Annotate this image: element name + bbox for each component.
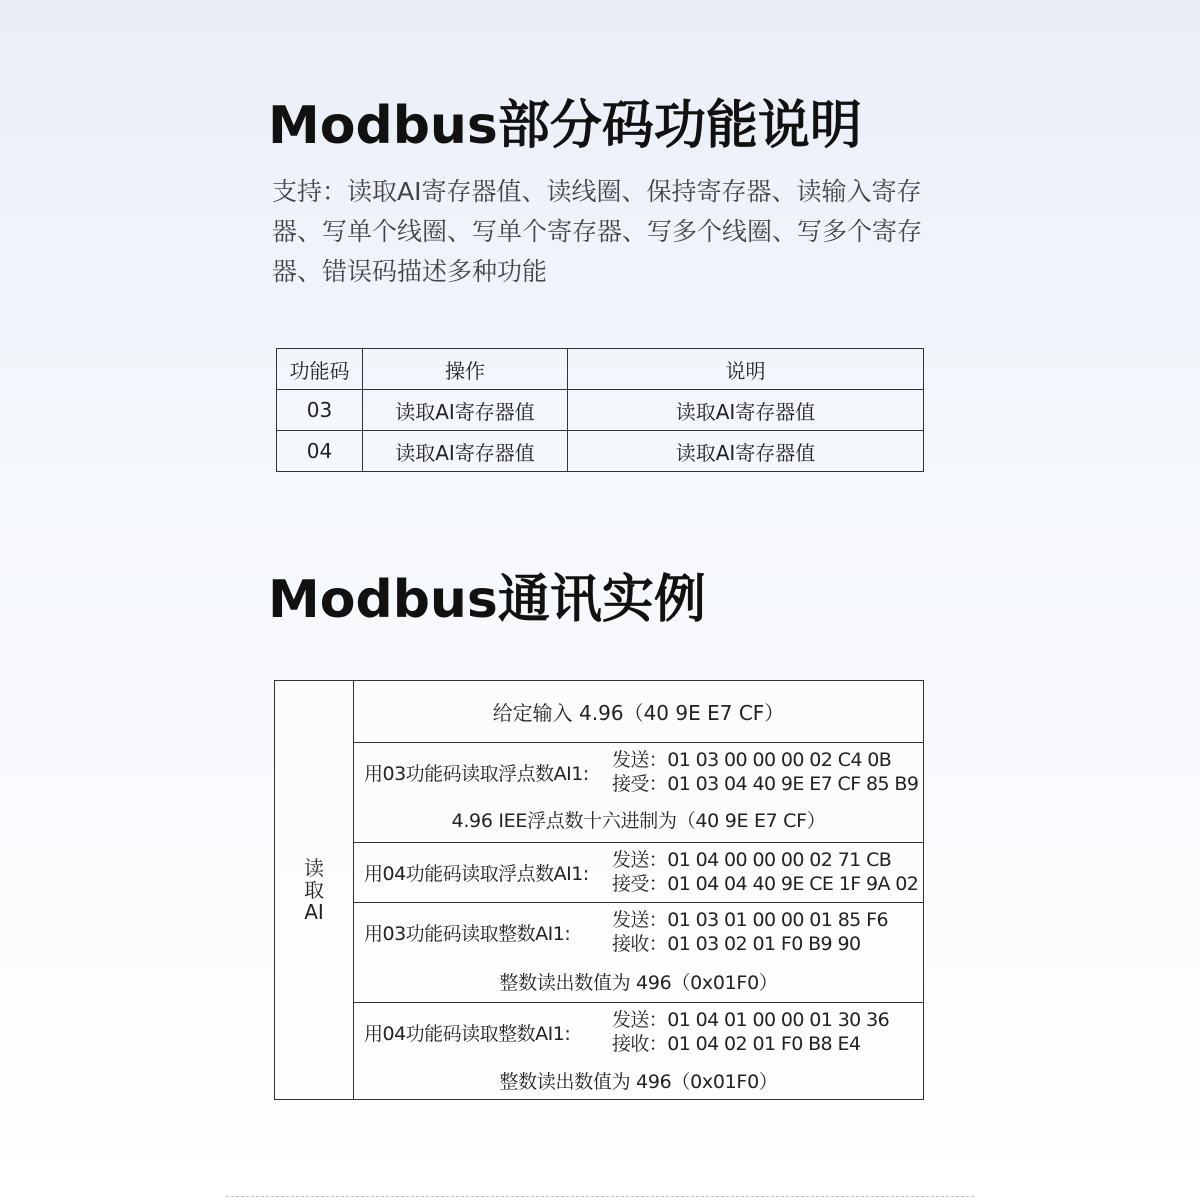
send-message: 发送：01 03 00 00 00 02 C4 0B	[612, 749, 892, 771]
cell-description: 读取AI寄存器值	[568, 431, 924, 472]
section-title-communication-example: Modbus通讯实例	[268, 570, 706, 630]
header-function-code: 功能码	[277, 349, 363, 390]
example-block-04-integer	[354, 1003, 923, 1099]
cell-function-code: 03	[277, 390, 363, 431]
table-row	[277, 431, 924, 472]
send-message: 发送：01 03 01 00 00 01 85 F6	[612, 909, 888, 931]
cell-description: 读取AI寄存器值	[568, 390, 924, 431]
receive-message: 接收：01 03 02 01 F0 B9 90	[612, 933, 861, 955]
example-side-cell	[275, 681, 354, 1099]
example-label: 用03功能码读取浮点数AI1:	[364, 762, 589, 785]
receive-message: 接受：01 04 04 40 9E CE 1F 9A 02	[612, 873, 919, 895]
table-header-row	[277, 349, 924, 390]
section-title-function-codes: Modbus部分码功能说明	[268, 96, 862, 156]
cell-operation: 读取AI寄存器值	[363, 390, 568, 431]
example-label: 用03功能码读取整数AI1:	[364, 922, 571, 945]
example-note: 整数读出数值为 496（0x01F0）	[499, 1070, 778, 1093]
example-block-03-integer	[354, 903, 923, 1003]
receive-message: 接收：01 04 02 01 F0 B8 E4	[612, 1033, 861, 1055]
communication-example-table	[274, 680, 924, 1100]
header-description: 说明	[568, 349, 924, 390]
header-operation: 操作	[363, 349, 568, 390]
given-input: 给定输入 4.96（40 9E E7 CF）	[354, 681, 923, 743]
cell-function-code: 04	[277, 431, 363, 472]
example-side-label: 读取AI	[304, 856, 324, 924]
send-message: 发送：01 04 00 00 00 02 71 CB	[612, 849, 892, 871]
example-label: 用04功能码读取浮点数AI1:	[364, 862, 589, 885]
example-note: 整数读出数值为 496（0x01F0）	[499, 972, 778, 994]
example-content	[354, 681, 923, 1099]
example-note: 4.96 IEE浮点数十六进制为（40 9E E7 CF）	[451, 810, 826, 832]
example-block-04-float	[354, 843, 923, 903]
example-block-03-float	[354, 743, 923, 843]
receive-message: 接受：01 03 04 40 9E E7 CF 85 B9	[612, 773, 919, 795]
table-row	[277, 390, 924, 431]
example-label: 用04功能码读取整数AI1:	[364, 1022, 571, 1045]
cell-operation: 读取AI寄存器值	[363, 431, 568, 472]
bottom-divider	[226, 1196, 974, 1197]
send-message: 发送：01 04 01 00 00 01 30 36	[612, 1009, 890, 1031]
function-support-description: 支持：读取AI寄存器值、读线圈、保持寄存器、读输入寄存器、写单个线圈、写单个寄存器、写多个线圈、写多个寄存器、错误码描述多种功能	[272, 177, 923, 286]
function-code-table	[276, 348, 924, 472]
